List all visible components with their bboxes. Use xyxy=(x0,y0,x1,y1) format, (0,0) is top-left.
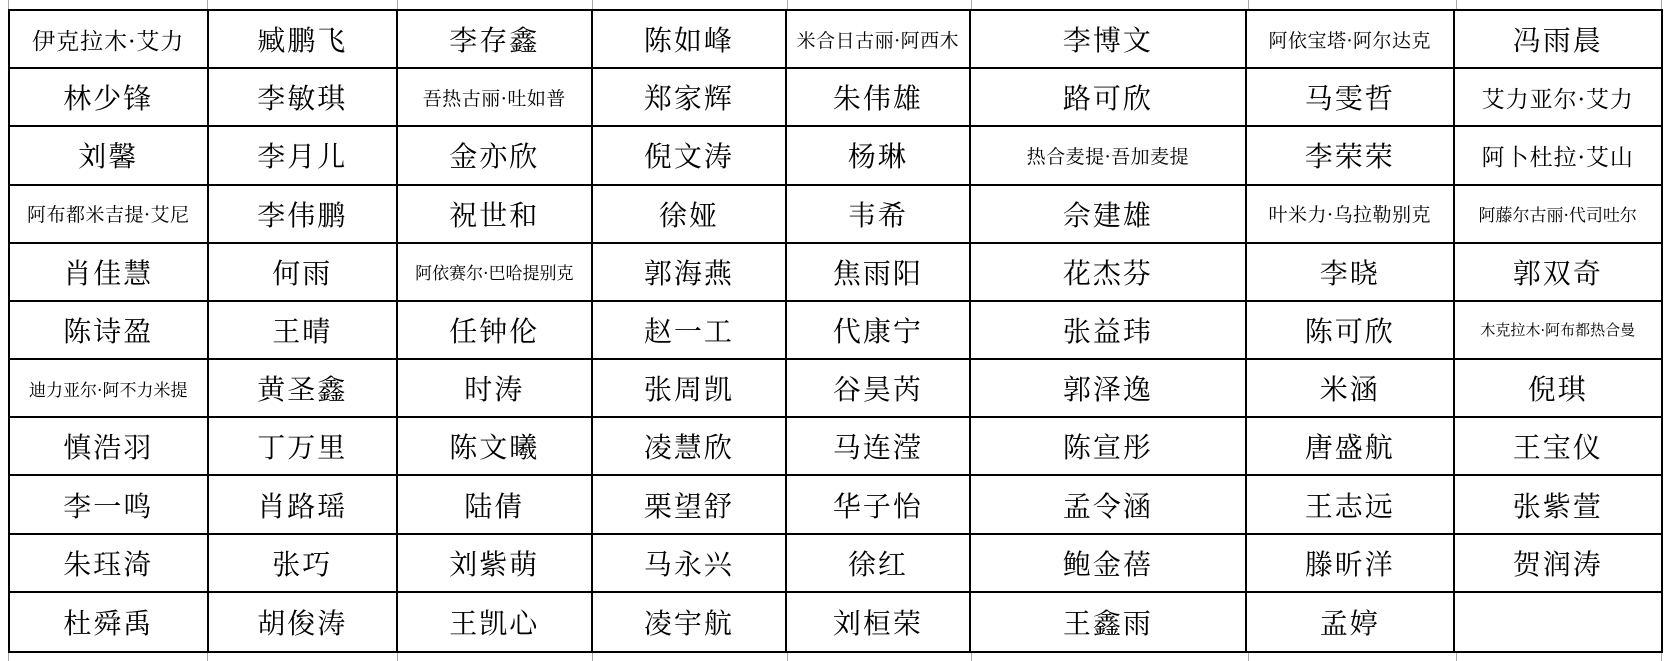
grid-stub xyxy=(8,0,9,9)
table-cell[interactable]: 赵一工 xyxy=(593,302,788,360)
grid-stub xyxy=(1456,0,1457,9)
table-cell[interactable]: 王晴 xyxy=(209,302,399,360)
table-cell[interactable]: 栗望舒 xyxy=(593,476,788,534)
table-cell[interactable]: 刘馨 xyxy=(10,127,209,185)
table-cell[interactable]: 米合日古丽·阿西木 xyxy=(787,11,971,69)
names-table xyxy=(8,9,1663,653)
grid-stub xyxy=(207,0,208,9)
table-cell[interactable]: 华子怡 xyxy=(787,476,971,534)
table-cell[interactable]: 滕昕洋 xyxy=(1247,535,1455,593)
table-cell[interactable]: 林少锋 xyxy=(10,69,209,127)
table-cell[interactable]: 李博文 xyxy=(971,11,1247,69)
table-cell[interactable]: 凌宇航 xyxy=(593,593,788,651)
table-cell[interactable]: 代康宁 xyxy=(787,302,971,360)
table-cell[interactable]: 肖路瑶 xyxy=(209,476,399,534)
table-cell[interactable]: 黄圣鑫 xyxy=(209,360,399,418)
table-cell[interactable]: 冯雨晨 xyxy=(1455,11,1661,69)
table-cell[interactable]: 吾热古丽·吐如普 xyxy=(398,69,593,127)
grid-stub xyxy=(971,0,972,9)
table-cell[interactable]: 李月儿 xyxy=(209,127,399,185)
table-cell[interactable]: 杜舜禹 xyxy=(10,593,209,651)
table-cell[interactable]: 徐红 xyxy=(787,535,971,593)
table-cell[interactable]: 王宝仪 xyxy=(1455,418,1661,476)
table-cell[interactable]: 伊克拉木·艾力 xyxy=(10,11,209,69)
table-cell[interactable]: 阿布都米吉提·艾尼 xyxy=(10,186,209,244)
table-cell[interactable]: 唐盛航 xyxy=(1247,418,1455,476)
table-cell[interactable]: 任钟伦 xyxy=(398,302,593,360)
table-cell[interactable]: 阿藤尔古丽·代司吐尔 xyxy=(1455,186,1661,244)
table-cell[interactable]: 朱珏渏 xyxy=(10,535,209,593)
table-cell[interactable]: 丁万里 xyxy=(209,418,399,476)
grid-stub xyxy=(397,0,398,9)
table-cell[interactable]: 陆倩 xyxy=(398,476,593,534)
table-cell[interactable]: 郭泽逸 xyxy=(971,360,1247,418)
grid-stub xyxy=(207,653,208,661)
table-cell[interactable]: 王凯心 xyxy=(398,593,593,651)
table-cell[interactable]: 王鑫雨 xyxy=(971,593,1247,651)
table-cell[interactable]: 李一鸣 xyxy=(10,476,209,534)
table-cell[interactable]: 金亦欣 xyxy=(398,127,593,185)
table-cell[interactable]: 倪文涛 xyxy=(593,127,788,185)
table-cell[interactable]: 阿依宝塔·阿尔达克 xyxy=(1247,11,1455,69)
table-cell[interactable]: 李敏琪 xyxy=(209,69,399,127)
table-cell[interactable]: 热合麦提·吾加麦提 xyxy=(971,127,1247,185)
grid-stub xyxy=(787,653,788,661)
table-cell[interactable]: 李伟鹏 xyxy=(209,186,399,244)
table-cell[interactable]: 臧鹏飞 xyxy=(209,11,399,69)
table-cell[interactable]: 路可欣 xyxy=(971,69,1247,127)
table-cell[interactable]: 徐娅 xyxy=(593,186,788,244)
table-cell[interactable]: 孟令涵 xyxy=(971,476,1247,534)
grid-stub xyxy=(592,653,593,661)
grid-stub xyxy=(1248,0,1249,9)
table-cell[interactable]: 米涵 xyxy=(1247,360,1455,418)
table-cell[interactable]: 叶米力·乌拉勒别克 xyxy=(1247,186,1455,244)
table-cell[interactable]: 贺润涛 xyxy=(1455,535,1661,593)
table-cell[interactable]: 陈可欣 xyxy=(1247,302,1455,360)
table-cell[interactable]: 李荣荣 xyxy=(1247,127,1455,185)
table-cell[interactable]: 胡俊涛 xyxy=(209,593,399,651)
table-cell[interactable]: 谷昊芮 xyxy=(787,360,971,418)
table-cell[interactable]: 张巧 xyxy=(209,535,399,593)
table-cell[interactable]: 马连滢 xyxy=(787,418,971,476)
table-cell[interactable]: 时涛 xyxy=(398,360,593,418)
table-cell[interactable]: 陈宣彤 xyxy=(971,418,1247,476)
grid-stub xyxy=(1661,0,1662,9)
table-cell[interactable]: 刘桓荣 xyxy=(787,593,971,651)
table-cell[interactable]: 佘建雄 xyxy=(971,186,1247,244)
table-cell[interactable]: 杨琳 xyxy=(787,127,971,185)
grid-stub xyxy=(8,653,9,661)
table-cell[interactable]: 陈诗盈 xyxy=(10,302,209,360)
table-cell[interactable]: 李晓 xyxy=(1247,244,1455,302)
table-cell[interactable]: 张紫萱 xyxy=(1455,476,1661,534)
table-cell[interactable]: 阿卜杜拉·艾山 xyxy=(1455,127,1661,185)
table-cell[interactable]: 花杰芬 xyxy=(971,244,1247,302)
table-cell[interactable]: 艾力亚尔·艾力 xyxy=(1455,69,1661,127)
table-cell[interactable]: 张周凯 xyxy=(593,360,788,418)
table-cell[interactable]: 焦雨阳 xyxy=(787,244,971,302)
table-cell[interactable]: 倪琪 xyxy=(1455,360,1661,418)
table-cell[interactable]: 马雯哲 xyxy=(1247,69,1455,127)
table-cell[interactable]: 李存鑫 xyxy=(398,11,593,69)
grid-stub xyxy=(971,653,972,661)
table-cell[interactable]: 阿依赛尔·巴哈提别克 xyxy=(398,244,593,302)
table-cell[interactable]: 陈如峰 xyxy=(593,11,788,69)
table-cell[interactable]: 祝世和 xyxy=(398,186,593,244)
table-cell[interactable]: 迪力亚尔·阿不力米提 xyxy=(10,360,209,418)
table-cell[interactable]: 木克拉木·阿布都热合曼 xyxy=(1455,302,1661,360)
table-cell[interactable]: 马永兴 xyxy=(593,535,788,593)
table-cell[interactable]: 郑家辉 xyxy=(593,69,788,127)
table-cell[interactable]: 鲍金蓓 xyxy=(971,535,1247,593)
table-cell[interactable]: 郭海燕 xyxy=(593,244,788,302)
table-cell[interactable]: 韦希 xyxy=(787,186,971,244)
table-cell[interactable] xyxy=(1455,593,1661,651)
table-cell[interactable]: 孟婷 xyxy=(1247,593,1455,651)
table-cell[interactable]: 王志远 xyxy=(1247,476,1455,534)
table-cell[interactable]: 刘紫萌 xyxy=(398,535,593,593)
table-cell[interactable]: 肖佳慧 xyxy=(10,244,209,302)
grid-stub xyxy=(592,0,593,9)
table-cell[interactable]: 何雨 xyxy=(209,244,399,302)
table-cell[interactable]: 慎浩羽 xyxy=(10,418,209,476)
table-cell[interactable]: 朱伟雄 xyxy=(787,69,971,127)
table-cell[interactable]: 郭双奇 xyxy=(1455,244,1661,302)
grid-stub xyxy=(1661,653,1662,661)
table-cell[interactable]: 陈文曦 xyxy=(398,418,593,476)
table-cell[interactable]: 张益玮 xyxy=(971,302,1247,360)
grid-stub xyxy=(1456,653,1457,661)
grid-stub xyxy=(1248,653,1249,661)
grid-stub xyxy=(397,653,398,661)
table-cell[interactable]: 凌慧欣 xyxy=(593,418,788,476)
grid-stub xyxy=(787,0,788,9)
